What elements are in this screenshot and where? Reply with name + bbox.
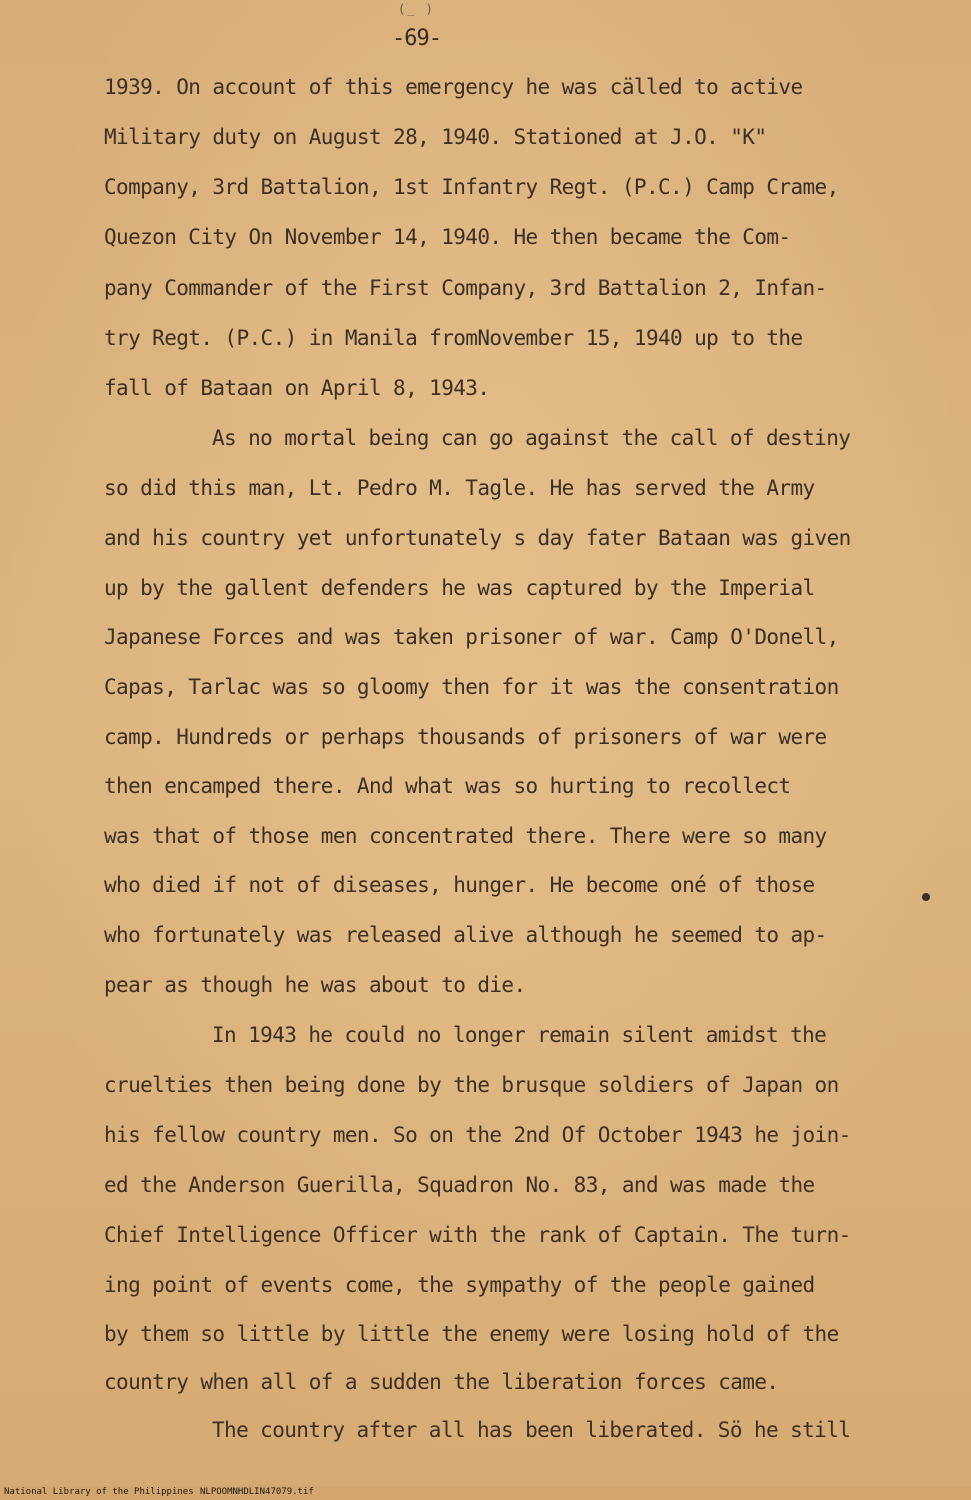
text-line: and his country yet unfortunately s day fater Bataan was given: [104, 526, 851, 550]
text-line: 1939. On account of this emergency he was cälled to active: [104, 75, 803, 99]
text-line: pear as though he was about to die.: [104, 973, 526, 997]
text-line: country when all of a sudden the liberation forces came.: [104, 1370, 779, 1394]
paragraph-start-line: As no mortal being can go against the call of destiny: [212, 426, 851, 450]
top-mark: (_ ): [398, 2, 435, 16]
page-number: -69-: [392, 26, 441, 51]
footer-bar: [0, 1486, 971, 1500]
text-line: fall of Bataan on April 8, 1943.: [104, 376, 490, 400]
paragraph-start-line: The country after all has been liberated. Sö he still: [212, 1418, 851, 1442]
footer-library: National Library of the Philippines: [4, 1487, 194, 1497]
text-line: who died if not of diseases, hunger. He become oné of those: [104, 873, 815, 897]
text-line: ing point of events come, the sympathy of the people gained: [104, 1273, 815, 1297]
text-line: Japanese Forces and was taken prisoner of war. Camp O'Donell,: [104, 625, 839, 649]
text-line: try Regt. (P.C.) in Manila fromNovember 15, 1940 up to the: [104, 326, 803, 350]
text-line: Quezon City On November 14, 1940. He then became the Com-: [104, 225, 791, 249]
text-line: ed the Anderson Guerilla, Squadron No. 83, and was made the: [104, 1173, 815, 1197]
text-line: by them so little by little the enemy were losing hold of the: [104, 1322, 839, 1346]
text-line: up by the gallent defenders he was captured by the Imperial: [104, 576, 815, 600]
text-line: Military duty on August 28, 1940. Stationed at J.O. "K": [104, 125, 767, 149]
text-line: cruelties then being done by the brusque soldiers of Japan on: [104, 1073, 839, 1097]
text-line: was that of those men concentrated there. There were so many: [104, 824, 827, 848]
text-line: then encamped there. And what was so hurting to recollect: [104, 774, 791, 798]
text-line: Capas, Tarlac was so gloomy then for it was the consentration: [104, 675, 839, 699]
footer-filename: NLPOOMNHDLIN47079.tif: [200, 1487, 314, 1497]
text-line: pany Commander of the First Company, 3rd Battalion 2, Infan-: [104, 276, 827, 300]
text-line: his fellow country men. So on the 2nd Of October 1943 he join-: [104, 1123, 851, 1147]
text-line: camp. Hundreds or perhaps thousands of prisoners of war were: [104, 725, 827, 749]
ink-dot: [922, 893, 930, 901]
text-line: Company, 3rd Battalion, 1st Infantry Regt. (P.C.) Camp Crame,: [104, 175, 839, 199]
text-line: Chief Intelligence Officer with the rank of Captain. The turn-: [104, 1223, 851, 1247]
paragraph-start-line: In 1943 he could no longer remain silent amidst the: [212, 1023, 827, 1047]
text-line: so did this man, Lt. Pedro M. Tagle. He has served the Army: [104, 476, 815, 500]
text-line: who fortunately was released alive although he seemed to ap-: [104, 923, 827, 947]
